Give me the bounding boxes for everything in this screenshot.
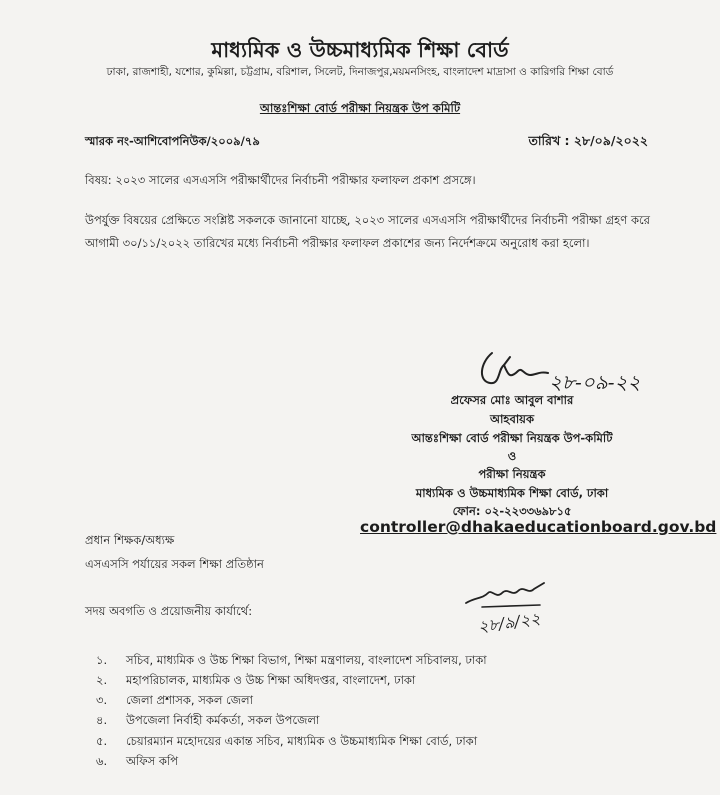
copy-item-text: চেয়ারম্যান মহোদয়ের একান্ত সচিব, মাধ্যমিক ও উচ্চমাধ্যমিক শিক্ষা বোর্ড, ঢাকা xyxy=(126,734,478,748)
committee-heading: আন্তঃশিক্ষা বোর্ড পরীক্ষা নিয়ন্ত্রক উপ কমিটি xyxy=(259,101,461,115)
copy-item xyxy=(96,753,178,772)
copy-item xyxy=(96,672,415,691)
signatory-office: মাধ্যমিক ও উচ্চমাধ্যমিক শিক্ষা বোর্ড, ঢাকা xyxy=(415,486,609,500)
copy-item-text: জেলা প্রশাসক, সকল জেলা xyxy=(126,693,253,707)
copy-item-number: ৬. xyxy=(96,754,108,768)
subject-line: বিষয়: ২০২৩ সালের এসএসসি পরীক্ষার্থীদের নির্বাচনী পরীক্ষার ফলাফল প্রকাশ প্রসঙ্গে। xyxy=(85,173,476,187)
copy-item-text: সচিব, মাধ্যমিক ও উচ্চ শিক্ষা বিভাগ, শিক্ষা মন্ত্রণালয়, বাংলাদেশ সচিবালয়, ঢাকা xyxy=(126,653,487,667)
memo-number: স্মারক নং-আশিবোপনিউক/২০০৯/৭৯ xyxy=(85,134,260,148)
signatory-committee: আন্তঃশিক্ষা বোর্ড পরীক্ষা নিয়ন্ত্রক উপ-কমিটি xyxy=(411,431,613,445)
signatory-title: পরীক্ষা নিয়ন্ত্রক xyxy=(478,467,546,481)
email-link[interactable]: controller@dhakaeducationboard.gov.bd xyxy=(360,518,717,536)
copy-intro: সদয় অবগতি ও প্রয়োজনীয় কার্যার্থে: xyxy=(85,604,253,618)
recipient-line-1: প্রধান শিক্ষক/অধ্যক্ষ xyxy=(85,533,175,547)
signatory-name: প্রফেসর মোঃ আবুল বাশার xyxy=(450,393,574,407)
copy-item-number: ৫. xyxy=(96,734,108,748)
copy-item-text: মহাপরিচালক, মাধ্যমিক ও উচ্চ শিক্ষা অধিদপ্তর, বাংলাদেশ, ঢাকা xyxy=(126,673,416,687)
memo-date: তারিখ : ২৮/০৯/২০২২ xyxy=(528,133,648,148)
copy-item-number: ৪. xyxy=(96,713,108,727)
copy-item-text: অফিস কপি xyxy=(126,754,179,768)
signature-date: ২৮-০৯-২২ xyxy=(549,370,641,394)
body-paragraph: উপর্যুক্ত বিষয়ের প্রেক্ষিতে সংশ্লিষ্ট সকলকে জানানো যাচ্ছে, ২০২৩ সালের এসএসসি পরীক্ষার্থীদের নির্বাচনী পরীক্ষা গ্রহণ করে আগামী ৩০/১১/২০২২ তারিখের মধ্যে নির্বাচনী পরীক্ষার ফলাফল প্রকাশের জন্য নির্দেশক্রমে অনুরোধ করা হলো। xyxy=(85,213,650,250)
board-list: ঢাকা, রাজশাহী, যশোর, কুমিল্লা, চট্টগ্রাম, বরিশাল, সিলেট, দিনাজপুর,ময়মনসিংহ, বাংলাদেশ মাদ্রাসা ও কারিগরি শিক্ষা বোর্ড xyxy=(106,66,614,78)
initial-date: ২৮/৯/২২ xyxy=(476,608,542,637)
copy-item xyxy=(96,652,487,671)
signatory-role: আহবায়ক xyxy=(489,412,534,426)
copy-item xyxy=(96,692,253,711)
recipient-line-2: এসএসসি পর্যায়ের সকল শিক্ষা প্রতিষ্ঠান xyxy=(85,557,264,571)
copy-item xyxy=(96,733,477,752)
copy-item xyxy=(96,712,319,731)
copy-item-text: উপজেলা নির্বাহী কর্মকর্তা, সকল উপজেলা xyxy=(126,713,320,727)
copy-item-number: ১. xyxy=(96,653,108,667)
signatory-phone: ফোন: ০২-২২৩৩৬৯৮১৫ xyxy=(452,504,572,518)
copy-item-number: ৩. xyxy=(96,693,108,707)
signatory-conjunction: ও xyxy=(507,449,517,463)
signature-scribble xyxy=(474,345,554,395)
copy-item-number: ২. xyxy=(96,673,108,687)
board-title: মাধ্যমিক ও উচ্চমাধ্যমিক শিক্ষা বোর্ড xyxy=(211,38,509,62)
